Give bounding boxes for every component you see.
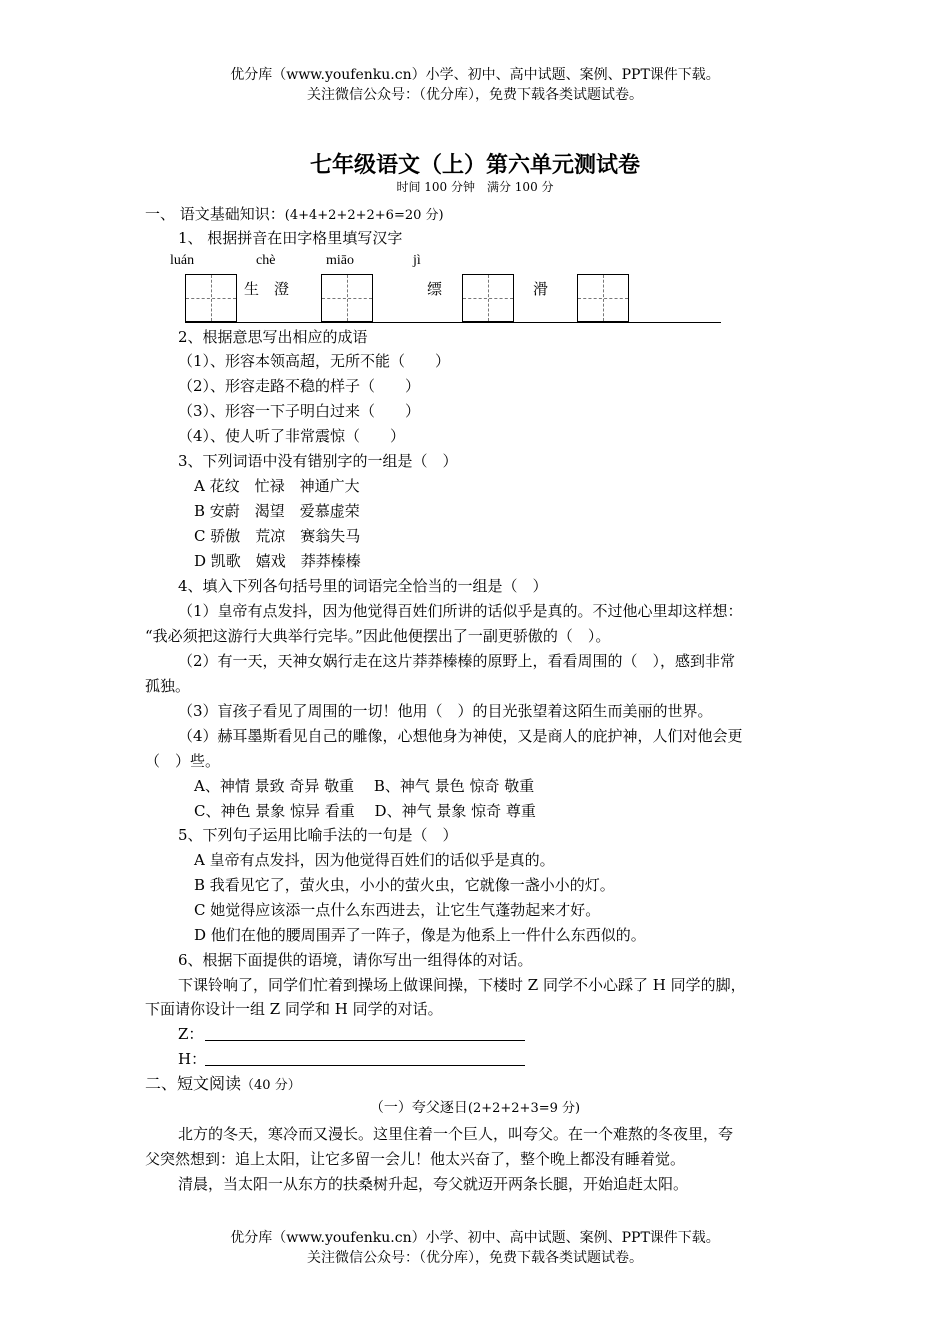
q2-item-1: （1）、形容本领高超，无所不能（ ） (178, 352, 451, 370)
grid-label-3: 滑 (533, 280, 549, 298)
q3-option-d: D 凯歌 嬉戏 莽莽榛榛 (194, 552, 361, 570)
h-label: H： (178, 1050, 207, 1068)
q2-item-3: （3）、形容一下子明白过来（ ） (178, 402, 421, 420)
q3-option-a: A 花纹 忙禄 神通广大 (194, 477, 360, 495)
passage-line-2: 父突然想到：追上太阳，让它多留一会儿！他太兴奋了，整个晚上都没有睡着觉。 (145, 1150, 686, 1168)
q4-sentence-2b: 孤独。 (145, 677, 191, 695)
h-answer-line[interactable] (205, 1064, 525, 1066)
exam-subtitle: 时间 100 分钟 满分 100 分 (396, 180, 554, 194)
footer-line-1: 优分库（www.youfenku.cn）小学、初中、高中试题、案例、PPT课件下载。 (230, 1230, 720, 1246)
question-3: 3、下列词语中没有错别字的一组是（ ） (178, 452, 458, 470)
exam-title: 七年级语文（上）第六单元测试卷 (309, 152, 640, 178)
question-5: 5、下列句子运用比喻手法的一句是（ ） (178, 826, 458, 844)
part-1-title: （一）夸父逐日 (369, 1100, 468, 1116)
header-line-2: 关注微信公众号：（优分库），免费下载各类试题试卷。 (307, 87, 643, 103)
section-1-score: (4+4+2+2+2+6=20 分) (284, 208, 444, 223)
pinyin-1: luán (170, 253, 195, 268)
q2-item-4: （4）、使人听了非常震惊（ ） (178, 427, 406, 445)
q4-options-cd: C、神色 景象 惊异 看重 D、神气 景象 惊奇 尊重 (194, 802, 536, 820)
q5-option-a: A 皇帝有点发抖，因为他觉得百姓们的话似乎是真的。 (194, 851, 555, 869)
section-2-score: （40 分） (241, 1078, 301, 1093)
pinyin-3: miāo (326, 253, 354, 268)
question-6: 6、根据下面提供的语境，请你写出一组得体的对话。 (178, 951, 533, 969)
q6-context-b: 下面请你设计一组 Z 同学和 H 同学的对话。 (145, 1000, 443, 1018)
q4-sentence-4b: （ ）些。 (145, 752, 221, 770)
q3-option-b: B 安蔚 渴望 爱慕虚荣 (194, 502, 360, 520)
q4-options-ab: A、神情 景致 奇异 敬重 B、神气 景色 惊奇 敬重 (194, 777, 535, 795)
tianzige-box-2[interactable] (321, 274, 373, 322)
part-1-score: (2+2+2+3=9 分) (467, 1101, 581, 1116)
q4-sentence-2a: （2）有一天，天神女娲行走在这片莽莽榛榛的原野上，看看周围的（ ），感到非常 (178, 652, 736, 670)
header-line-1: 优分库（www.youfenku.cn）小学、初中、高中试题、案例、PPT课件下载。 (230, 67, 720, 83)
q4-sentence-1a: （1）皇帝有点发抖，因为他觉得百姓们所讲的话似乎是真的。不过他心里却这样想： (178, 602, 743, 620)
pinyin-2: chè (256, 253, 276, 268)
q4-sentence-1b: “我必须把这游行大典举行完毕。”因此他便摆出了一副更骄傲的（ ）。 (145, 627, 611, 645)
section-2-heading (145, 1074, 301, 1096)
z-label: Z： (178, 1025, 204, 1043)
pinyin-4: jì (413, 253, 421, 268)
tianzige-box-1[interactable] (185, 274, 237, 322)
question-4: 4、填入下列各句括号里的词语完全恰当的一组是（ ） (178, 577, 548, 595)
passage-line-1: 北方的冬天，寒冷而又漫长。这里住着一个巨人，叫夸父。在一个难熬的冬夜里，夸 (178, 1125, 734, 1143)
tianzige-box-4[interactable] (577, 274, 629, 322)
q6-context-a: 下课铃响了，同学们忙着到操场上做课间操，下楼时 Z 同学不小心踩了 H 同学的脚， (178, 976, 746, 994)
q4-sentence-3: （3）盲孩子看见了周围的一切！他用（ ）的目光张望着这陌生而美丽的世界。 (178, 702, 713, 720)
section-1-heading (145, 204, 444, 226)
q3-option-c: C 骄傲 荒凉 赛翁失马 (194, 527, 361, 545)
part-1-heading (0, 1098, 950, 1119)
q2-item-2: （2）、形容走路不稳的样子（ ） (178, 377, 421, 395)
q5-option-c: C 她觉得应该添一点什么东西进去，让它生气蓬勃起来才好。 (194, 901, 601, 919)
question-2: 2、根据意思写出相应的成语 (178, 328, 368, 346)
section-2-title: 二、短文阅读 (145, 1074, 242, 1093)
footer-line-2: 关注微信公众号：（优分库），免费下载各类试题试卷。 (307, 1250, 643, 1266)
z-answer-line[interactable] (205, 1039, 525, 1041)
section-1-title: 一、 语文基础知识： (145, 205, 285, 223)
passage-line-3: 清晨，当太阳一从东方的扶桑树升起，夸父就迈开两条长腿，开始追赶太阳。 (178, 1175, 689, 1193)
tianzige-box-3[interactable] (462, 274, 514, 322)
q5-option-b: B 我看见它了，萤火虫，小小的萤火虫，它就像一盏小小的灯。 (194, 876, 615, 894)
grid-label-1: 生 澄 (244, 280, 290, 298)
q5-option-d: D 他们在他的腰周围弄了一阵子，像是为他系上一件什么东西似的。 (194, 926, 646, 944)
question-1: 1、 根据拼音在田字格里填写汉字 (178, 229, 403, 247)
grid-baseline (185, 322, 721, 323)
grid-label-2: 缥 (427, 280, 443, 298)
q4-sentence-4a: （4）赫耳墨斯看见自己的雕像，心想他身为神使，又是商人的庇护神，人们对他会更 (178, 727, 743, 745)
